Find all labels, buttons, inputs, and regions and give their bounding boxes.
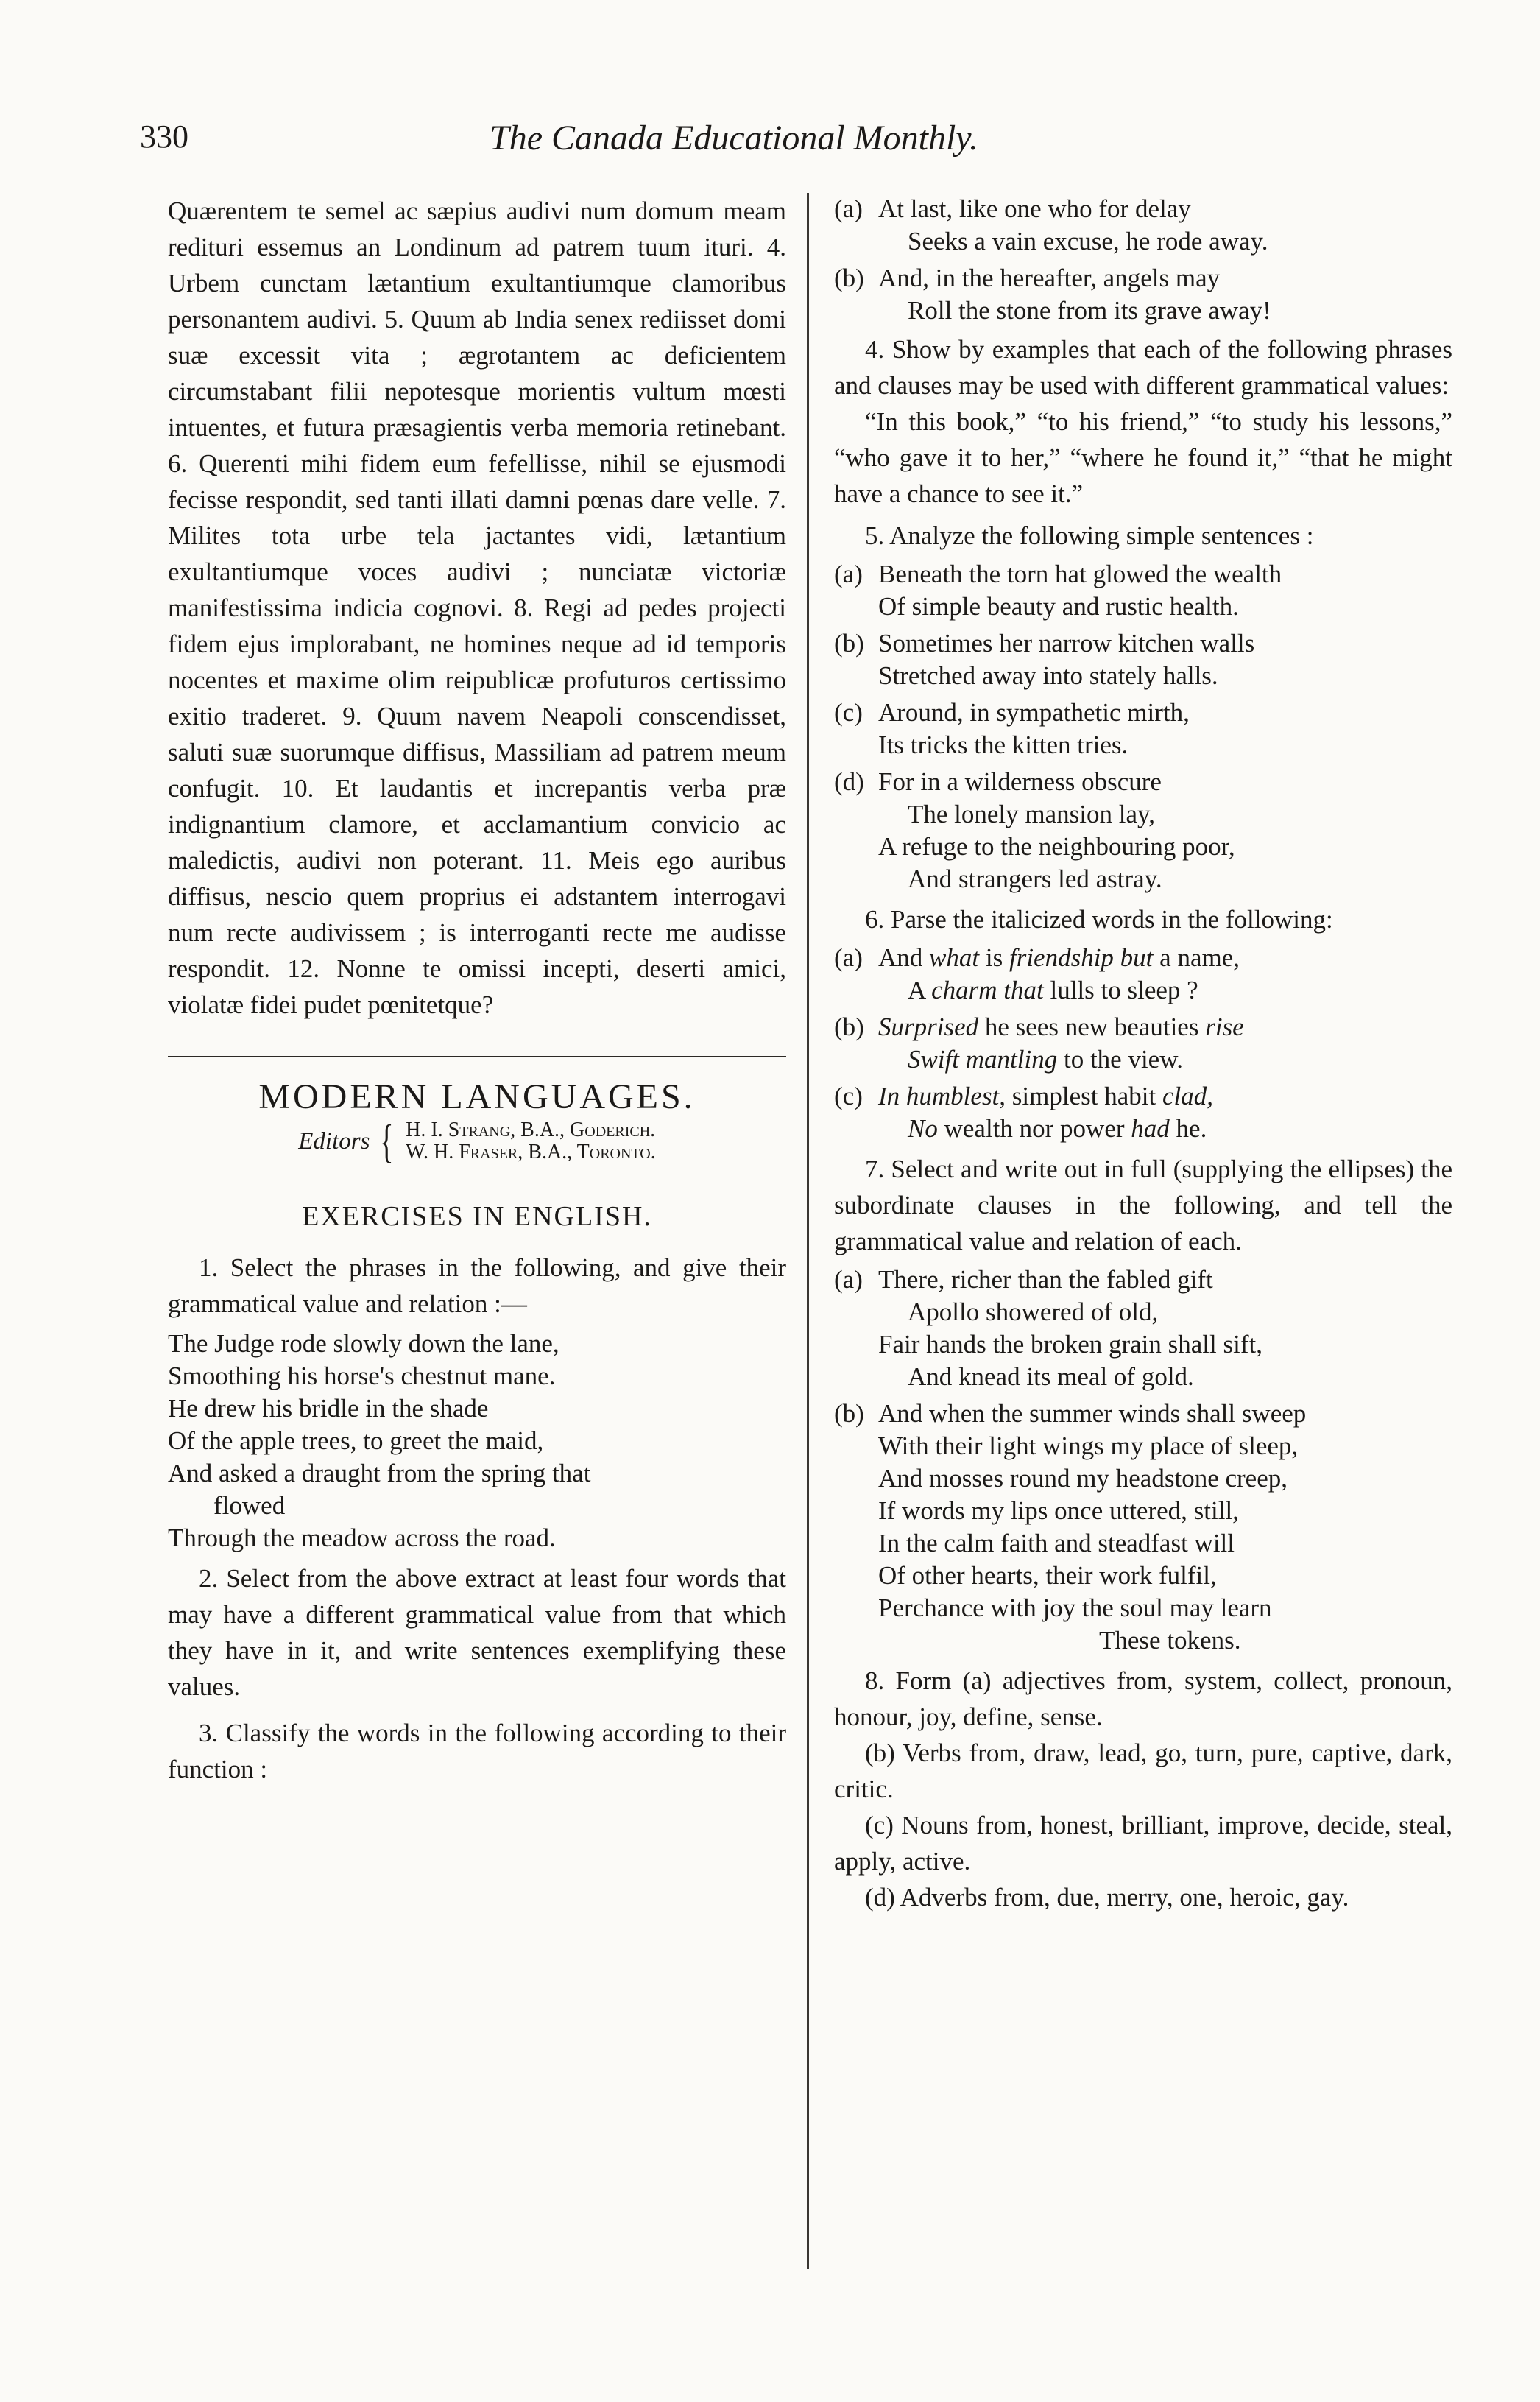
verse-line: Stretched away into stately halls. bbox=[878, 661, 1218, 690]
verse-line: Its tricks the kitten tries. bbox=[878, 730, 1128, 759]
item-label: (a) bbox=[834, 943, 863, 972]
page-header bbox=[140, 118, 1465, 169]
item-label: (a) bbox=[834, 560, 863, 588]
latin-paragraph: Quærentem te semel ac sæpius audivi num domum meam redituri essemus an Londinum ad patrem tuum ituri. 4. Urbem cunctam lætantium exultantiumque clamoribus personantem audivi. 5. Quum ab India senex rediisset domi suæ excessit vita ; ægrotantem ac deficientem circumstabant filii nepotesque morientis vultum mœsti intuentes, et futura præsagientis verba memoria retinebant. 6. Querenti mihi fidem eum fefellisse, nihil se ejusmodi fecisse respondit, sed tanti illati damni pœnas dare velle. 7. Milites tota urbe tela jactantes vidi, lætantium exultantiumque voces audivi ; nunciatæ victoriæ manifestissima indicia cognovi. 8. Regi ad pedes projecti fidem ejus implorabant, ne homines neque ad id temporis nocentes et maxime olim reipublicæ profuturos certissimo exitio traderet. 9. Quum navem Neapoli conscendisset, saluti suæ suorumque diffisus, Massiliam ad patrem meum confugit. 10. Et laudantis et increpantis verba præ indignantium clamore, et acclamantium convicio ac maledictis, audivi non poterant. 11. Meis ego auribus diffisus, nescio quem proprius ei adstantem interrogavi num recte audivissem ; is interroganti recte me audisse respondit. 12. Nonne te omissi incepti, deserti amici, violatæ fidei pudet pœnitetque? bbox=[168, 197, 786, 1019]
italic-word: had bbox=[1131, 1114, 1170, 1143]
q3-item-b bbox=[834, 262, 1452, 327]
verse-line: If words my lips once uttered, still, bbox=[878, 1496, 1239, 1525]
poem-line: Through the meadow across the road. bbox=[168, 1524, 556, 1552]
section-title: MODERN LANGUAGES. bbox=[258, 1077, 696, 1116]
verse-line: A refuge to the neighbouring poor, bbox=[878, 832, 1235, 861]
column-divider bbox=[807, 193, 809, 2269]
brace-icon: { bbox=[380, 1115, 395, 1167]
q7-item-b bbox=[834, 1398, 1452, 1657]
plain-text: wealth nor power bbox=[937, 1114, 1131, 1143]
verse-line: Perchance with joy the soul may learn bbox=[878, 1593, 1272, 1622]
verse-line: There, richer than the fabled gift bbox=[878, 1265, 1213, 1294]
item-label: (a) bbox=[834, 194, 863, 223]
verse-line: Of simple beauty and rustic health. bbox=[878, 592, 1239, 621]
left-column bbox=[168, 193, 786, 1787]
verse-line: In the calm faith and steadfast will bbox=[878, 1529, 1235, 1557]
item-label: (b) bbox=[834, 264, 864, 292]
plain-text: a name, bbox=[1153, 943, 1240, 972]
verse-line bbox=[878, 974, 1452, 1007]
editors-names bbox=[406, 1119, 656, 1163]
question-1: 1. Select the phrases in the following, and give their grammatical value and relation :— bbox=[168, 1253, 786, 1318]
plain-text: A bbox=[908, 976, 932, 1004]
question-7: 7. Select and write out in full (supplying the ellipses) the subordinate clauses in the following, and tell the grammatical value and relation of each. bbox=[834, 1155, 1452, 1255]
question-8c: (c) Nouns from, honest, brilliant, improve, decide, steal, apply, active. bbox=[834, 1811, 1452, 1876]
q7-item-a bbox=[834, 1264, 1452, 1393]
item-label: (c) bbox=[834, 1082, 863, 1110]
editors-block bbox=[168, 1115, 786, 1167]
item-label: (a) bbox=[834, 1265, 863, 1294]
verse-line: Apollo showered of old, bbox=[908, 1297, 1159, 1326]
verse-line: And, in the hereafter, angels may bbox=[878, 264, 1221, 292]
q6-item-a bbox=[834, 942, 1452, 1007]
italic-word: rise bbox=[1205, 1012, 1244, 1041]
plain-text: simplest habit bbox=[1006, 1082, 1162, 1110]
item-label: (c) bbox=[834, 698, 863, 727]
question-3: 3. Classify the words in the following according to their function : bbox=[168, 1719, 786, 1783]
verse-line: And strangers led astray. bbox=[908, 864, 1162, 893]
q6-item-c bbox=[834, 1080, 1452, 1145]
question-4-examples: “In this book,” “to his friend,” “to study his lessons,” “who gave it to her,” “where he found it,” “that he might have a chance to see it.” bbox=[834, 407, 1452, 508]
item-label: (b) bbox=[834, 1012, 864, 1041]
question-8: 8. Form (a) adjectives from, system, collect, pronoun, honour, joy, define, sense. bbox=[834, 1666, 1452, 1731]
italic-word: No bbox=[908, 1114, 938, 1143]
question-4: 4. Show by examples that each of the following phrases and clauses may be used with different grammatical values: bbox=[834, 335, 1452, 400]
italic-word: clad, bbox=[1162, 1082, 1213, 1110]
italic-word: what bbox=[929, 943, 980, 972]
verse-line: At last, like one who for delay bbox=[878, 194, 1191, 223]
q5-item-a bbox=[834, 558, 1452, 623]
verse-line: Sometimes her narrow kitchen walls bbox=[878, 629, 1255, 658]
verse-line bbox=[878, 942, 1452, 974]
verse-line: Fair hands the broken grain shall sift, bbox=[878, 1330, 1262, 1359]
verse-line: With their light wings my place of sleep, bbox=[878, 1431, 1299, 1460]
editor-2: W. H. Fraser, B.A., Toronto. bbox=[406, 1141, 656, 1163]
plain-text: to the view. bbox=[1057, 1045, 1183, 1074]
exercises-heading: EXERCISES IN ENGLISH. bbox=[302, 1201, 652, 1232]
q5-item-b bbox=[834, 627, 1452, 692]
question-5: 5. Analyze the following simple sentences : bbox=[865, 521, 1314, 550]
verse-line bbox=[878, 1011, 1452, 1043]
italic-word: charm that bbox=[931, 976, 1044, 1004]
poem-line: The Judge rode slowly down the lane, bbox=[168, 1329, 559, 1358]
q5-item-c bbox=[834, 697, 1452, 761]
page-number: 330 bbox=[140, 119, 188, 155]
q5-item-d bbox=[834, 766, 1452, 895]
running-title: The Canada Educational Monthly. bbox=[490, 119, 978, 158]
verse-line: And knead its meal of gold. bbox=[908, 1362, 1194, 1391]
italic-word: In humblest, bbox=[878, 1082, 1006, 1110]
section-rule bbox=[168, 1054, 786, 1057]
question-2: 2. Select from the above extract at least four words that may have a different grammatical value from that which they have in it, and write sentences exemplifying these values. bbox=[168, 1564, 786, 1701]
italic-word: Swift mantling bbox=[908, 1045, 1058, 1074]
verse-line: And when the summer winds shall sweep bbox=[878, 1399, 1307, 1428]
poem-line: flowed bbox=[213, 1491, 286, 1520]
verse-line: Beneath the torn hat glowed the wealth bbox=[878, 560, 1282, 588]
item-label: (b) bbox=[834, 1399, 864, 1428]
verse-line: Seeks a vain excuse, he rode away. bbox=[908, 227, 1268, 256]
q3-item-a bbox=[834, 193, 1452, 258]
verse-line: Around, in sympathetic mirth, bbox=[878, 698, 1190, 727]
plain-text: is bbox=[979, 943, 1009, 972]
verse-line bbox=[878, 1043, 1452, 1076]
poem-line: Of the apple trees, to greet the maid, bbox=[168, 1426, 544, 1455]
question-6: 6. Parse the italicized words in the following: bbox=[865, 905, 1333, 934]
poem-judge bbox=[168, 1328, 786, 1554]
question-8b: (b) Verbs from, draw, lead, go, turn, pure, captive, dark, critic. bbox=[834, 1739, 1452, 1803]
right-column bbox=[834, 193, 1452, 1915]
verse-line bbox=[878, 1113, 1452, 1145]
verse-line: The lonely mansion lay, bbox=[908, 800, 1155, 828]
verse-line: And mosses round my headstone creep, bbox=[878, 1464, 1288, 1493]
italic-word: friendship but bbox=[1009, 943, 1154, 972]
poem-line: And asked a draught from the spring that bbox=[168, 1459, 591, 1487]
item-label: (b) bbox=[834, 629, 864, 658]
plain-text: he. bbox=[1169, 1114, 1207, 1143]
plain-text: lulls to sleep ? bbox=[1043, 976, 1198, 1004]
italic-word: Surprised bbox=[878, 1012, 979, 1041]
editor-1: H. I. Strang, B.A., Goderich. bbox=[406, 1119, 656, 1141]
poem-line: Smoothing his horse's chestnut mane. bbox=[168, 1362, 556, 1390]
verse-line bbox=[878, 1080, 1452, 1113]
editors-label: Editors bbox=[298, 1128, 370, 1155]
plain-text: And bbox=[878, 943, 930, 972]
verse-line: These tokens. bbox=[1099, 1626, 1241, 1655]
verse-line: For in a wilderness obscure bbox=[878, 767, 1162, 796]
plain-text: he sees new beauties bbox=[978, 1012, 1206, 1041]
verse-line: Roll the stone from its grave away! bbox=[908, 296, 1271, 325]
q6-item-b bbox=[834, 1011, 1452, 1076]
question-8d: (d) Adverbs from, due, merry, one, heroic, gay. bbox=[865, 1883, 1349, 1912]
verse-line: Of other hearts, their work fulfil, bbox=[878, 1561, 1217, 1590]
item-label: (d) bbox=[834, 767, 864, 796]
poem-line: He drew his bridle in the shade bbox=[168, 1394, 489, 1423]
